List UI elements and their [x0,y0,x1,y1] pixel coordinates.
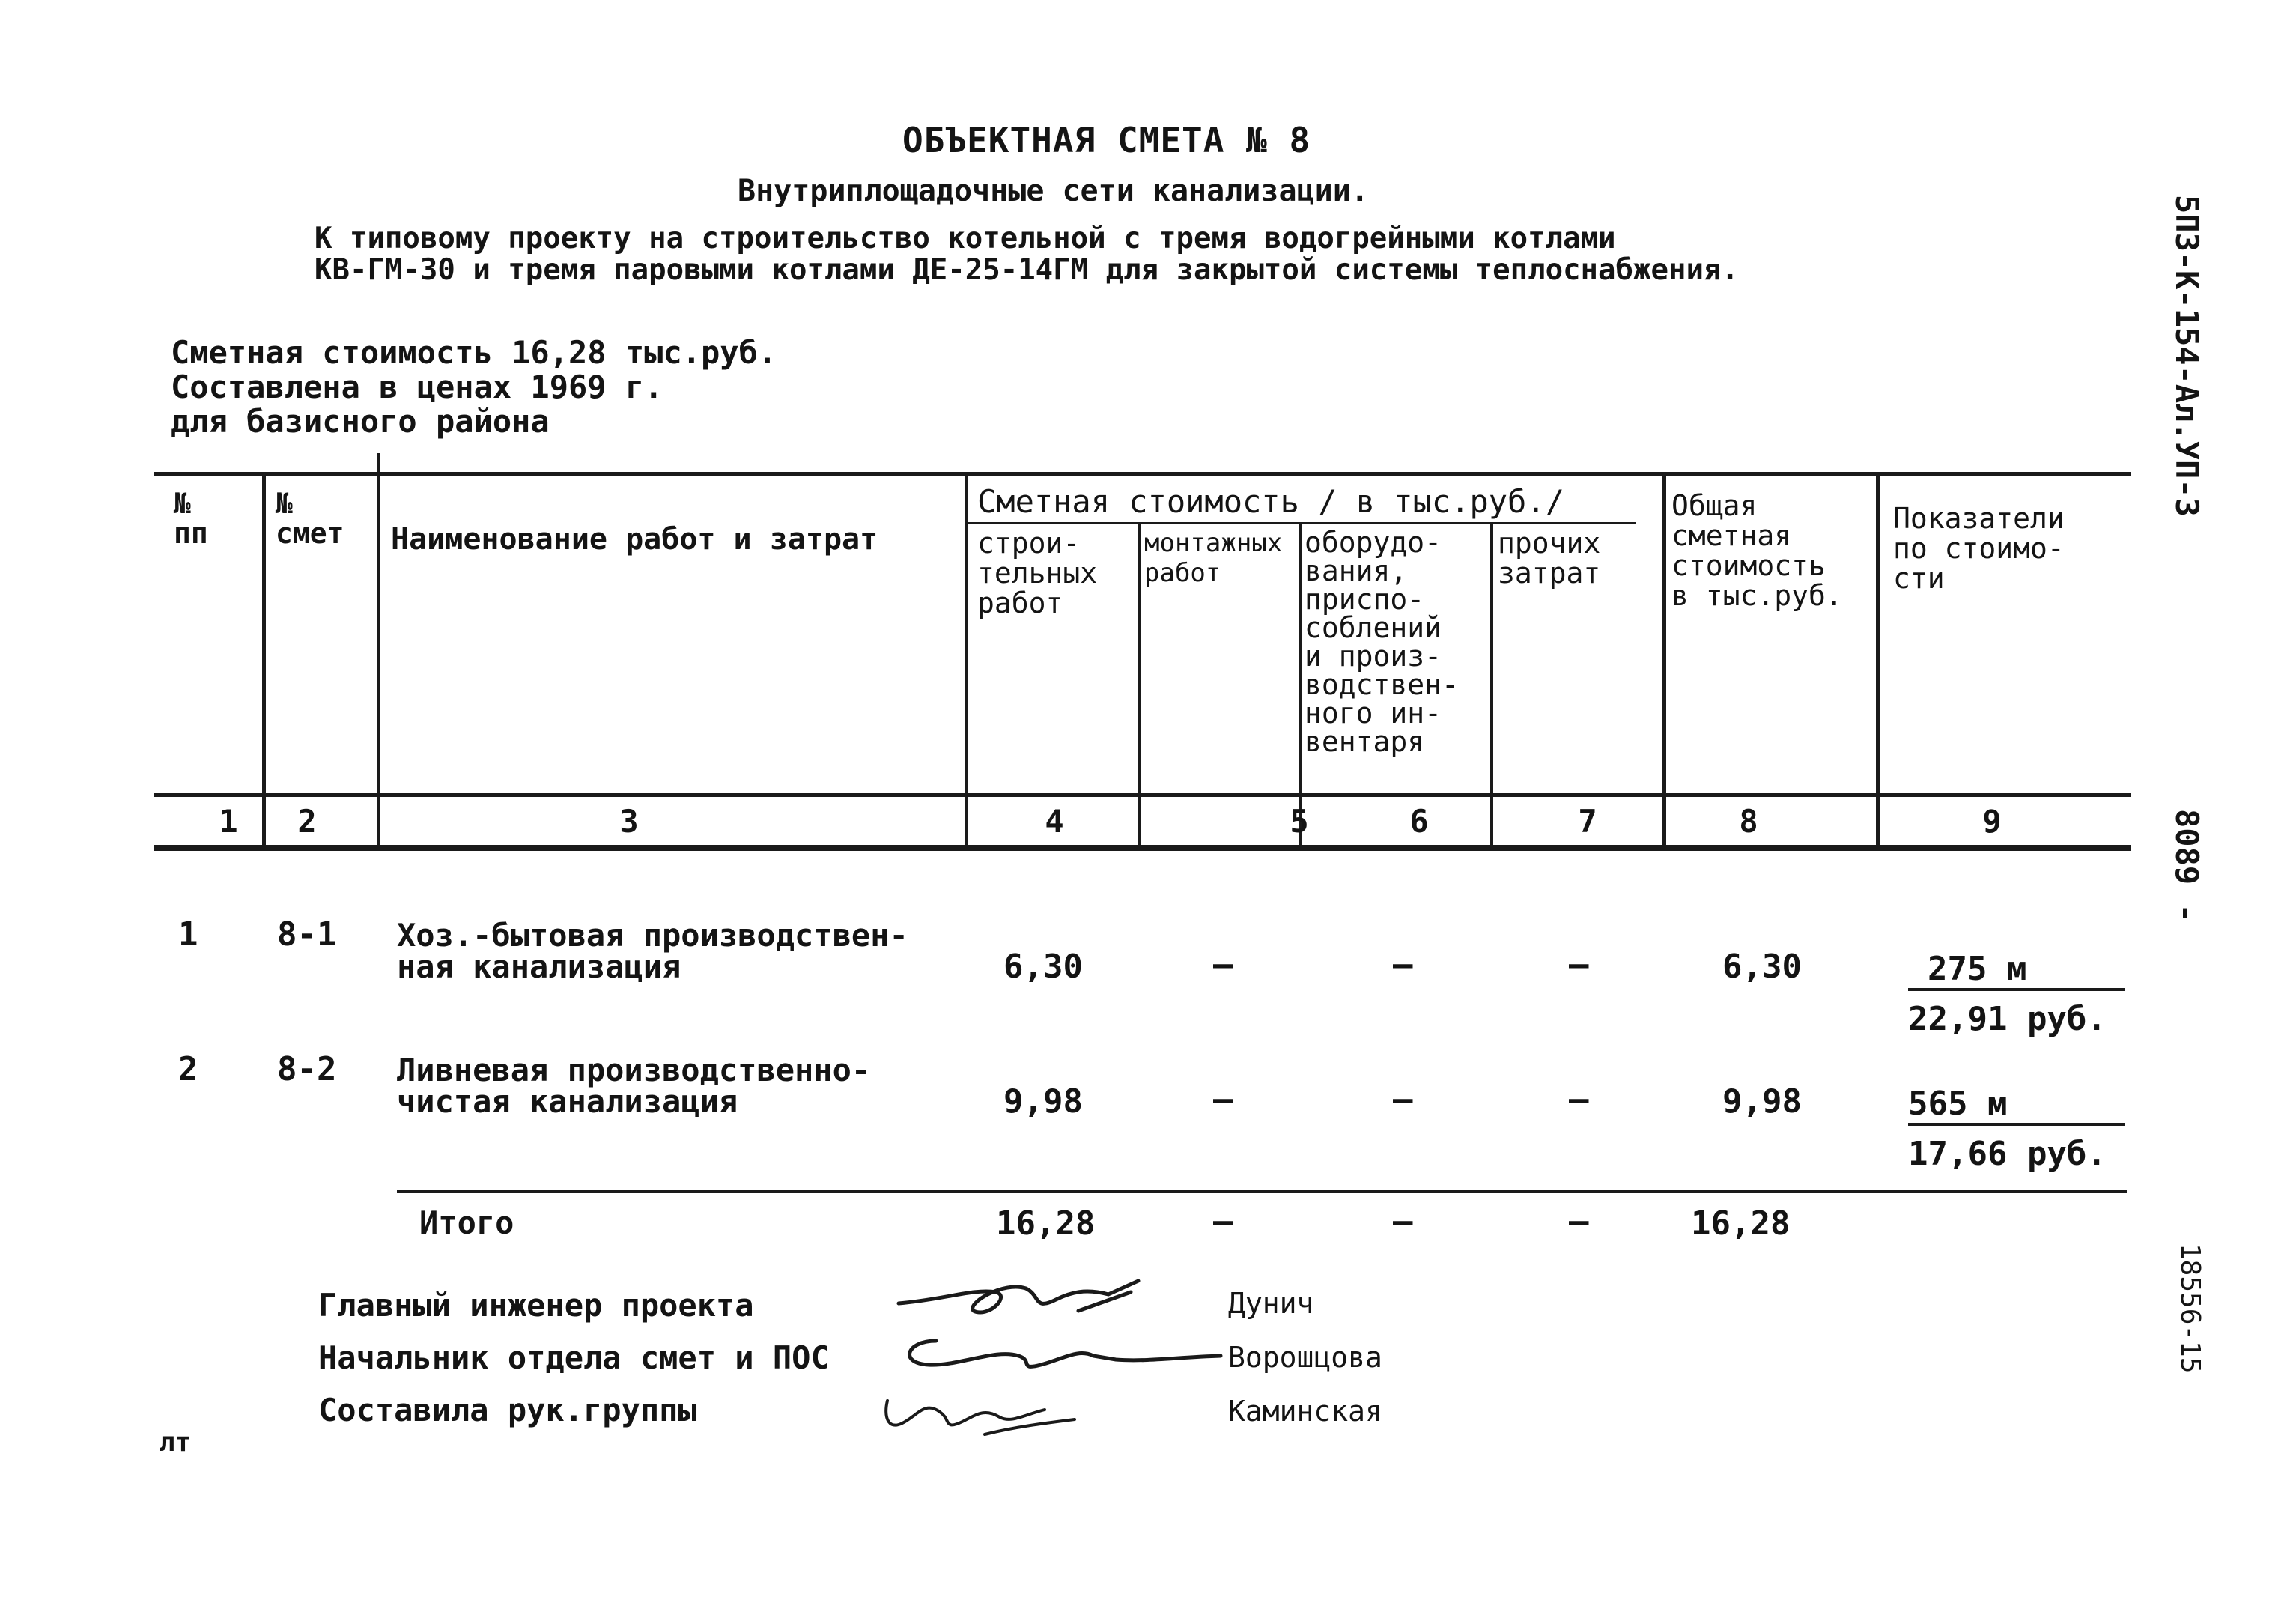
column-number-8: 8 [1739,803,1758,840]
header-col3: Наименование работ и затрат [391,522,878,557]
row-indicator-cost: 22,91 руб. [1908,1000,2107,1038]
total-total-cost: 16,28 [1691,1204,1791,1243]
total-install-cost: – [1213,1202,1233,1240]
col-divider-1 [262,472,266,848]
estimate-cost-line: Сметная стоимость 16,28 тыс.руб. [171,334,777,371]
side-bottom-number: 18556-15 [2175,1243,2205,1374]
side-number: 8089 - [2169,809,2205,923]
col-divider-6 [1490,524,1493,848]
col-divider-4 [1138,524,1141,848]
row-install-cost: – [1213,1080,1233,1118]
signature-name-3: Каминская [1228,1395,1382,1428]
row-install-cost: – [1213,945,1233,984]
column-number-3: 3 [619,803,639,840]
row-equip-cost: – [1393,945,1413,984]
row-equip-cost: – [1393,1080,1413,1118]
signature-name-2: Ворошцова [1228,1341,1382,1374]
col-divider-8 [1876,472,1880,848]
total-build-cost: 16,28 [996,1204,1096,1243]
col-divider-2 [377,453,380,848]
row-total-cost: 9,98 [1722,1082,1802,1121]
row-total-cost: 6,30 [1722,948,1802,986]
column-numbers-rule [154,845,2131,851]
row-other-cost: – [1569,1080,1589,1118]
header-col6: оборудо- вания, приспо- соблений и произ- водствен- ного ин- вентаря [1305,526,1459,758]
row-indicator-qty: 565 м [1908,1085,2125,1126]
column-number-5: 5 [1290,803,1309,840]
column-number-1: 1 [219,803,238,840]
document-title: ОБЪЕКТНАЯ СМЕТА № 8 [902,120,1311,160]
signature-scribble-3 [872,1378,1097,1446]
row-indicator-qty: 275 м [1908,950,2125,991]
total-label: Итого [419,1204,514,1241]
column-number-6: 6 [1409,803,1429,840]
signature-name-1: Дунич [1228,1287,1314,1320]
column-number-2: 2 [297,803,317,840]
total-rule [397,1190,2127,1193]
col-divider-3 [965,472,968,848]
signature-scribble-2 [891,1318,1236,1386]
table-top-rule [154,472,2131,476]
row-smeta: 8-2 [277,1050,337,1088]
row-pp: 1 [178,915,198,954]
header-col8: Общая сметная стоимость в тыс.руб. [1671,489,1843,612]
header-col5: монтажных работ [1144,528,1283,588]
col-divider-7 [1662,472,1666,848]
side-code: 5П3-К-154-Ал.УП-3 [2169,195,2205,517]
signature-role-1: Главный инженер проекта [318,1287,754,1324]
col-divider-5 [1299,524,1302,848]
total-other-cost: – [1569,1202,1589,1240]
description-line-1: К типовому проекту на строительство котельной с тремя водогрейными котлами [315,222,1616,255]
total-equip-cost: – [1393,1202,1413,1240]
header-col1: № пп [174,487,208,550]
signature-role-2: Начальник отдела смет и ПОС [318,1339,830,1376]
column-number-7: 7 [1578,803,1597,840]
row-build-cost: 6,30 [1003,948,1083,986]
signature-role-3: Составила рук.группы [318,1392,697,1428]
row-name: Хоз.-бытовая производствен- ная канализация [397,917,908,985]
row-name: Ливневая производственно- чистая канализация [397,1052,871,1120]
row-indicator-cost: 17,66 руб. [1908,1135,2107,1173]
description-line-2: КВ-ГМ-30 и тремя паровыми котлами ДЕ-25-14ГМ для закрытой системы теплоснабжения. [315,253,1739,287]
prices-year-line: Составлена в ценах 1969 г. [171,369,663,405]
header-col9: Показатели по стоимо- сти [1893,502,2065,595]
header-group-cost: Сметная стоимость / в тыс.руб./ [977,483,1564,520]
header-col2: № смет [276,487,344,550]
header-bottom-rule [154,793,2131,797]
row-other-cost: – [1569,945,1589,984]
row-build-cost: 9,98 [1003,1082,1083,1121]
header-col4: строи- тельных работ [977,527,1098,619]
region-line: для базисного района [171,403,550,440]
document-subtitle: Внутриплощадочные сети канализации. [738,174,1369,208]
column-number-9: 9 [1982,803,2002,840]
footer-mark: лт [159,1427,192,1458]
header-col7: прочих затрат [1498,527,1601,590]
row-smeta: 8-1 [277,915,337,954]
column-number-4: 4 [1045,803,1064,840]
row-pp: 2 [178,1050,198,1088]
